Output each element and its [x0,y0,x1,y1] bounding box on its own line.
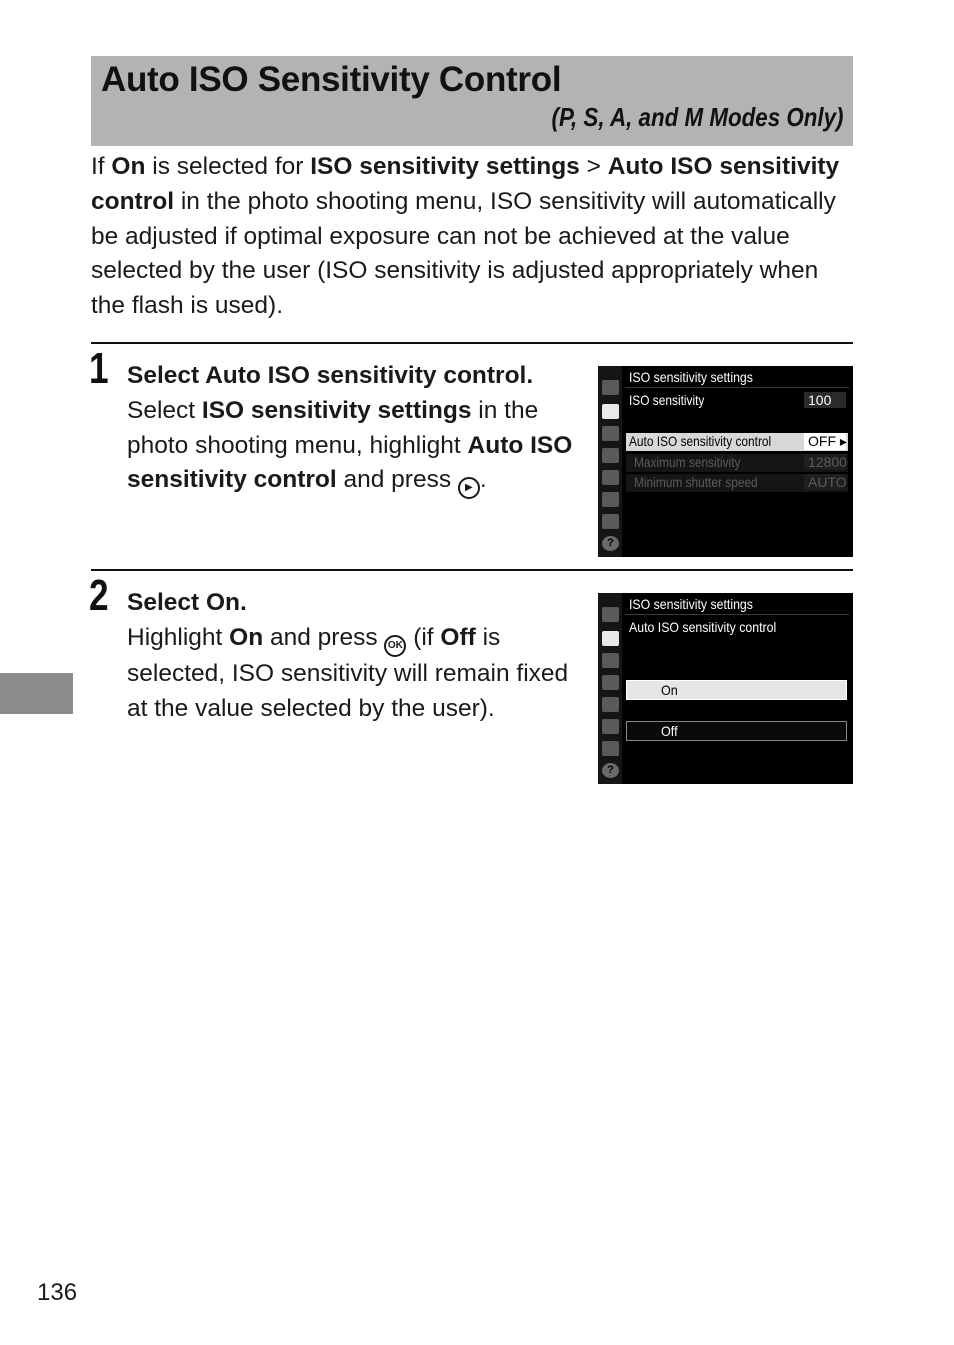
retouch-icon [602,492,619,507]
header-divider [625,614,849,615]
page-title: Auto ISO Sensitivity Control [101,60,562,99]
pencil-icon [602,448,619,463]
title-band [91,56,853,146]
step-2-divider [91,569,853,571]
movie-icon [602,426,619,441]
option-off[interactable]: Off [626,721,847,741]
movie-icon [602,653,619,668]
camera-screen-2 [598,593,853,784]
multi-selector-right-icon: ▶ [458,477,480,499]
section-tab [0,673,73,714]
my-menu-icon [602,514,619,529]
camera-icon [602,404,619,419]
screen-header: ISO sensitivity settings [629,596,753,612]
menu-row-min-shutter: Minimum shutter speed AUTO [626,474,848,492]
wrench-icon [602,697,619,712]
menu-row-iso-sensitivity[interactable]: ISO sensitivity 100 [626,392,848,410]
camera-screen-1 [598,366,853,557]
wrench-icon [602,470,619,485]
step-2-number: 2 [89,571,109,620]
screen-header: ISO sensitivity settings [629,369,753,385]
option-on[interactable]: On [626,680,847,700]
playback-icon [602,380,619,395]
ok-button-icon: OK [384,635,406,657]
header-divider [625,387,849,388]
step-2-heading: Select On. [127,589,247,616]
retouch-icon [602,719,619,734]
menu-icon-column [598,593,622,784]
step-1-heading: Select Auto ISO sensitivity control. [127,362,534,389]
page-number: 136 [37,1279,78,1306]
step-1-number: 1 [89,344,109,393]
step-1-divider [91,342,853,344]
pencil-icon [602,675,619,690]
step-1-text: Select Auto ISO sensitivity control. Select ISO sensitivity settings in the photo shooting menu, highlight Auto ISO sensitivity control and press ▶ . [127,359,582,499]
intro-paragraph: If On is selected for ISO sensitivity settings > Auto ISO sensitivity control in the photo shooting menu, ISO sensitivity will automatically be adjusted if optimal exposure can not be achieved at the value selected by the user (ISO sensitivity is adjusted appropriately when the flash is used). [91,153,840,320]
screen-subheader: Auto ISO sensitivity control [629,619,777,635]
menu-icon-column [598,366,622,557]
help-icon: ? [602,536,619,551]
menu-row-max-sensitivity: Maximum sensitivity 12800 [626,454,848,472]
step-2-text: Select On. Highlight On and press OK (if Off is selected, ISO sensitivity will remain fixed at the value selected by the user). [127,586,582,726]
camera-icon [602,631,619,646]
help-icon: ? [602,763,619,778]
page-subtitle: (P, S, A, and M Modes Only) [551,102,843,132]
menu-row-auto-iso[interactable]: Auto ISO sensitivity control OFF ▸ [626,433,848,451]
my-menu-icon [602,741,619,756]
playback-icon [602,607,619,622]
